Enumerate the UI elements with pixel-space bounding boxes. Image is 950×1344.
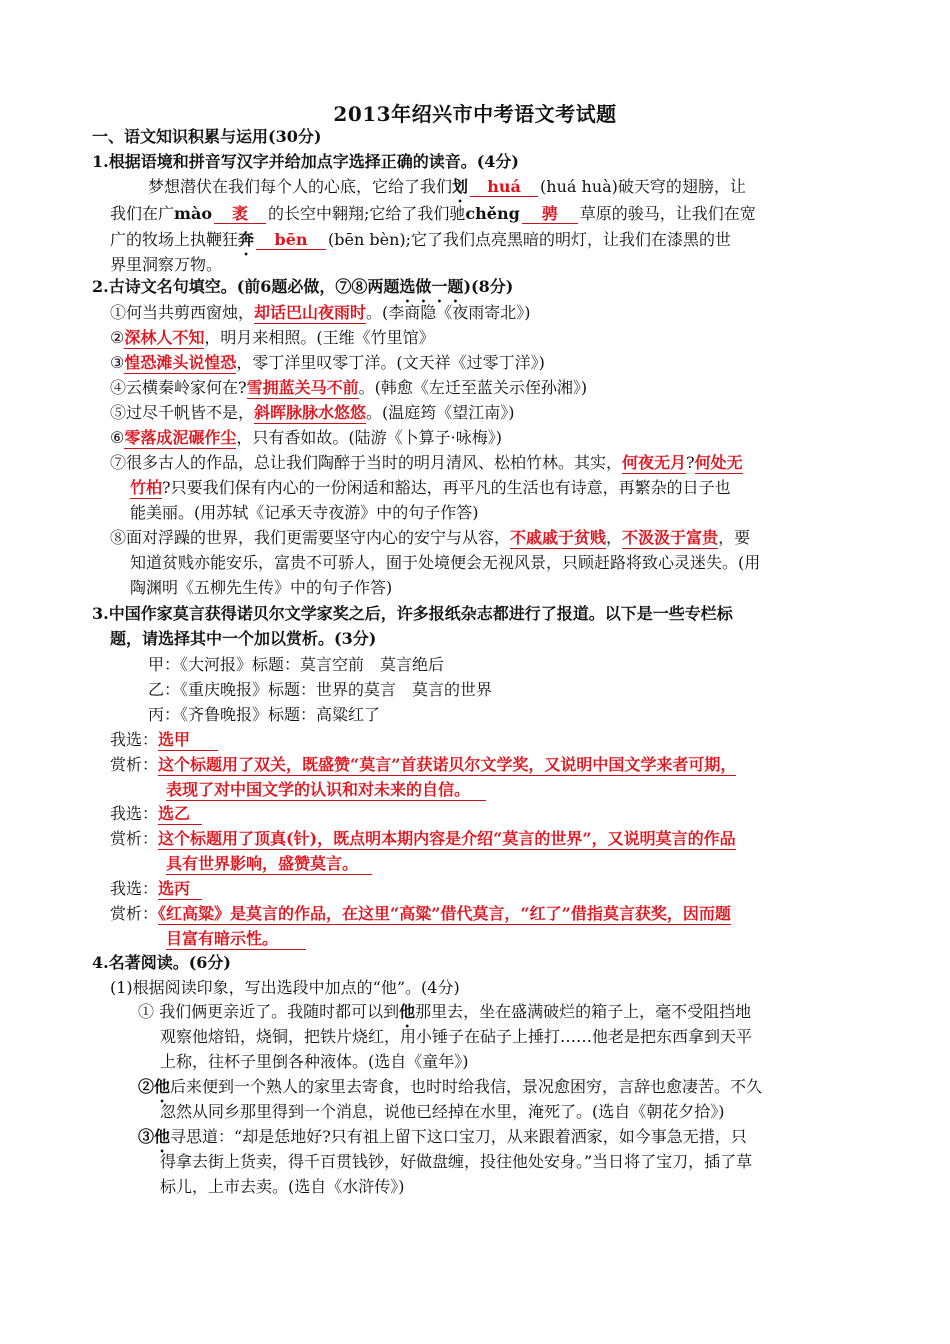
q2-item-6: ⑥零落成泥碾作尘，只有香如故。(陆游《卜算子·咏梅》) [110,428,502,447]
answer: 何处无 [694,453,743,472]
q2-item-2: ②深林人不知，明月来相照。(王维《竹里馆》 [110,328,435,347]
q1-line-4: 界里洞察万物。 [110,255,223,274]
answer: 斜晖脉脉水悠悠 [254,403,367,422]
q2-item-7: ⑦很多古人的作品，总让我们陶醉于当时的明月清风、松柏竹林。其实，何夜无月?何处无 [110,453,743,472]
excerpt-1-cont: 观察他熔铅，烧铜，把铁片烧红，用小锤子在砧子上捶打……他老是把东西拿到天平 [160,1027,753,1046]
answer-blank: bēn [256,231,326,250]
question-1-heading: 1.根据语境和拼音写汉字并给加点字选择正确的读音。(4分) [92,152,519,171]
answer: 选乙 [158,804,202,825]
q2-item-7-cont2: 能美丽。(用苏轼《记承天寺夜游》中的句子作答) [130,503,479,522]
answer: 这个标题用了双关，既盛赞“莫言”首获诺贝尔文学奖，又说明中国文学来者可期， [158,755,737,774]
answer: 何夜无月 [622,453,687,472]
answer: 惶恐滩头说惶恐 [124,353,237,372]
choice-1: 我选：选甲 [110,729,218,751]
dotted-char: 划 [452,177,469,196]
question-4-heading: 4.名著阅读。(6分) [92,953,231,972]
excerpt-3-cont2: 标儿，上市去卖。(选自《水浒传》) [160,1177,405,1196]
answer: 却话巴山夜雨时 [254,303,367,322]
q2-item-7-cont: 竹柏?只要我们保有内心的一份闲适和豁达，再平凡的生活也有诗意，再繁杂的日子也 [130,478,731,497]
answer: 目富有暗示性。 [166,929,306,950]
analysis-3: 赏析：《红高粱》是莫言的作品，在这里“高粱”借代莫言，“红了”借指莫言获奖，因而题 [110,904,731,923]
q2-item-1: ①何当共剪西窗烛，却话巴山夜雨时。(李商隐《夜雨寄北》) [110,303,531,322]
option-yi: 乙：《重庆晚报》标题：世界的莫言 莫言的世界 [148,680,493,699]
answer-blank: 骋 [522,205,578,224]
q1-line-2: 我们在广mào 袤 的长空中翱翔;它给了我们驰chěng 骋 草原的骏马，让我们在宽 [110,204,756,223]
pinyin: chěng [465,204,520,223]
analysis-1: 赏析：这个标题用了双关，既盛赞“莫言”首获诺贝尔文学奖，又说明中国文学来者可期， [110,755,737,774]
analysis-2-cont [166,853,372,875]
answer: 选甲 [158,730,218,751]
answer: 《红高粱》是莫言的作品，在这里“高粱”借代莫言，“红了”借指莫言获奖，因而题 [158,904,731,923]
excerpt-3-cont: 得拿去街上货卖，得千百贯钱钞，好做盘缠，投往他处安身。”当日将了宝刀，插了草 [160,1152,753,1171]
excerpt-1: ① 我们俩更亲近了。我随时都可以到他那里去，坐在盛满破烂的箱子上，毫不受阻挡地 [138,1002,752,1021]
section-heading: 一、语文知识积累与运用(30分) [92,127,322,146]
answer: 具有世界影响，盛赞莫言。 [166,854,372,875]
answer: 深林人不知 [124,328,205,347]
analysis-2: 赏析：这个标题用了顶真(针)，既点明本期内容是介绍“莫言的世界”，又说明莫言的作品 [110,829,736,848]
q2-item-8-cont: 知道贫贱亦能安乐，富贵不可骄人，囿于处境便会无视风景，只顾赶路将致心灵迷失。(用 [130,553,761,572]
q2-item-8-cont2: 陶渊明《五柳先生传》中的句子作答) [130,578,393,597]
answer: 雪拥蓝关马不前 [246,378,359,397]
q2-item-8: ⑧面对浮躁的世界，我们更需要坚守内心的安宁与从容，不戚戚于贫贱，不汲汲于富贵，要 [110,528,751,547]
answer: 零落成泥碾作尘 [124,428,237,447]
q2-item-5: ⑤过尽千帆皆不是，斜晖脉脉水悠悠。(温庭筠《望江南》) [110,403,515,422]
excerpt-2: ②他后来便到一个熟人的家里去寄食，也时时给我信，景况愈困穷，言辞也愈凄苦。不久 [138,1077,763,1096]
choice-3: 我选：选丙 [110,878,202,900]
answer: 竹柏 [130,478,163,497]
excerpt-3: ③他寻思道：“却是恁地好?只有祖上留下这口宝刀，从来跟着洒家，如今事急无措，只 [138,1127,747,1146]
option-jia: 甲：《大河报》标题：莫言空前 莫言绝后 [148,655,445,674]
question-2-heading: 2.古诗文名句填空。(前6题必做，⑦⑧两题选做一题)(8分) [92,277,514,296]
answer-blank: 袤 [214,205,266,224]
answer: 表现了对中国文学的认识和对未来的自信。 [166,780,486,801]
analysis-1-cont [166,779,486,801]
choice-2: 我选：选乙 [110,803,202,825]
pinyin: mào [174,204,212,223]
answer: 这个标题用了顶真(针)，既点明本期内容是介绍“莫言的世界”，又说明莫言的作品 [158,829,736,848]
option-bing: 丙：《齐鲁晚报》标题：高粱红了 [148,705,381,724]
page-title: 2013年绍兴市中考语文考试题 [333,102,617,126]
answer: 选丙 [158,879,202,900]
question-3-heading-cont: 题，请选择其中一个加以赏析。(3分) [110,629,377,648]
answer: 不戚戚于贫贱 [510,528,607,547]
excerpt-2-cont: 忽然从同乡那里得到一个消息，说他已经掉在水里，淹死了。(选自《朝花夕拾》) [160,1102,725,1121]
q2-item-4: ④云横秦岭家何在?雪拥蓝关马不前。(韩愈《左迁至蓝关示侄孙湘》) [110,378,588,397]
dotted-char: 奔 [238,230,255,249]
q1-line-1: 梦想潜伏在我们每个人的心底，它给了我们划 huá (huá huà)破天穹的翅膀，让 [148,177,746,196]
dotted-he: 他 [154,1127,171,1146]
dotted-he: 他 [154,1077,171,1096]
q4-sub-1: (1)根据阅读印象，写出选段中加点的“他”。(4分) [110,978,460,997]
dotted-he: 他 [399,1002,416,1021]
q1-line-3: 广的牧场上执鞭狂奔 bēn (bēn bèn);它了我们点亮黑暗的明灯，让我们在漆黑的世 [110,230,732,249]
answer: 不汲汲于富贵 [622,528,719,547]
analysis-3-cont [166,928,306,950]
q2-item-3: ③惶恐滩头说惶恐，零丁洋里叹零丁洋。(文天祥《过零丁洋》) [110,353,545,372]
excerpt-1-cont2: 上称，往杯子里倒各种液体。(选自《童年》) [160,1052,469,1071]
answer-blank: huá [470,178,538,197]
question-3-heading: 3.中国作家莫言获得诺贝尔文学家奖之后，许多报纸杂志都进行了报道。以下是一些专栏标 [92,604,733,623]
